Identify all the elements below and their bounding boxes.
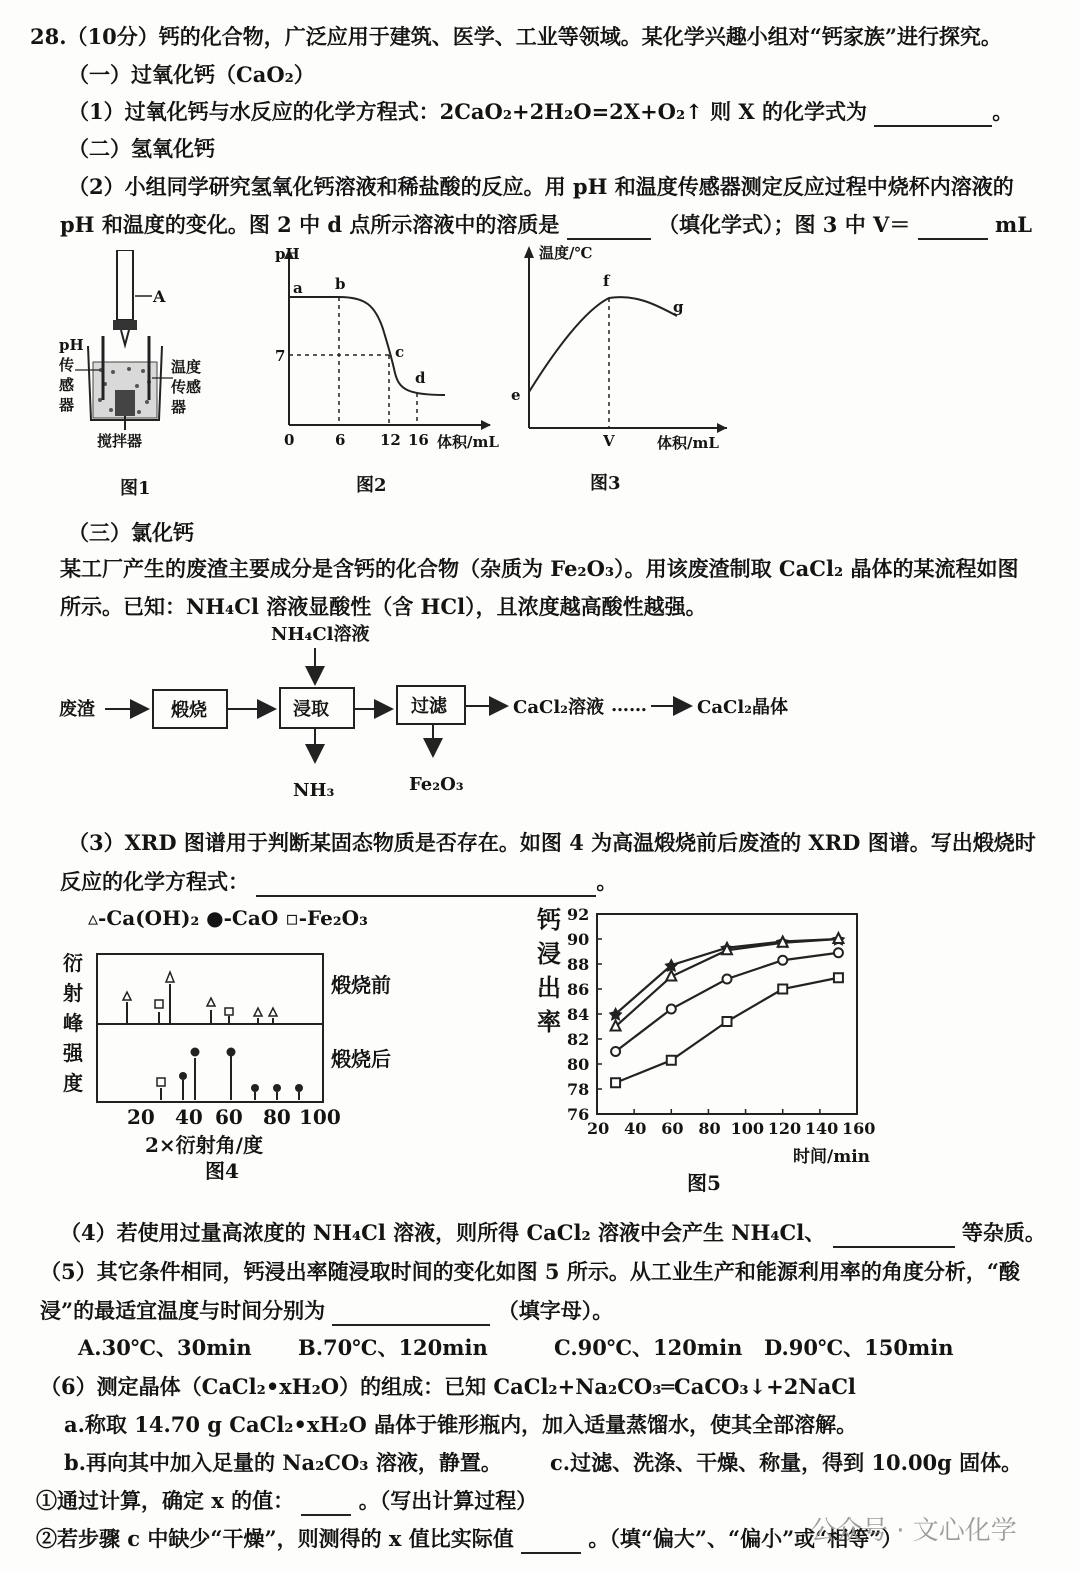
- fig5-caption: 图5: [687, 1171, 721, 1195]
- flow-step-leach-label: 浸取: [293, 699, 329, 720]
- figure-2-ph-curve: [255, 245, 505, 460]
- label-temp-3: 器: [171, 398, 187, 416]
- fig5-xtick-label: 120: [767, 1119, 802, 1138]
- fig5-ylabel: [537, 905, 561, 1036]
- fig5-xtick-label: 40: [624, 1119, 647, 1138]
- fig5-ytick-label: 84: [567, 1005, 590, 1024]
- fig3-ylabel: 温度/℃: [539, 244, 593, 262]
- process-flow-diagram: [55, 620, 815, 810]
- q4-line: [60, 1218, 1046, 1248]
- fig4-xtick-40: 40: [175, 1105, 203, 1129]
- fig5-xtick-label: 140: [804, 1119, 839, 1138]
- figure-3-temp-curve: [505, 240, 735, 460]
- fig4-ylabel-5: 度: [63, 1071, 83, 1095]
- flow-end-cacl2-crystal: CaCl₂晶体: [697, 697, 789, 718]
- fig5-ytick-label: 86: [567, 980, 590, 999]
- fig5-ytick-label: 80: [567, 1055, 590, 1074]
- part3-title: （三）氯化钙: [68, 520, 194, 545]
- q2-solute-blank[interactable]: [567, 216, 651, 240]
- fig2-xtick-0: 0: [284, 431, 295, 449]
- q6-sub1-text-b: 。（写出计算过程）: [358, 1488, 538, 1513]
- fig5-xtick-label: 80: [698, 1119, 721, 1138]
- q2-line1: （2）小组同学研究氢氧化钙溶液和稀盐酸的反应。用 pH 和温度传感器测定反应过程中烧杯内溶液的: [68, 174, 1014, 199]
- fig3-xtick-v: V: [603, 432, 615, 450]
- fig2-point-b: b: [335, 275, 346, 293]
- fig5-ytick-label: 92: [567, 905, 590, 924]
- q1-answer-blank[interactable]: [874, 103, 992, 127]
- q5-option-d[interactable]: D.90℃、150min: [764, 1335, 954, 1360]
- q3-equation-blank[interactable]: [256, 873, 596, 897]
- q6-step-b: b.再向其中加入足量的 Na₂CO₃ 溶液，静置。: [64, 1450, 502, 1475]
- fig5-point-circle: [723, 975, 732, 984]
- fig2-ylabel: pH: [275, 245, 300, 263]
- label-temp-2: 传感: [171, 378, 202, 396]
- q6-sub2-text-a: ②若步骤 c 中缺少“干燥”，则测得的 x 值比实际值: [36, 1526, 514, 1551]
- fig2-xlabel: 体积/mL: [437, 433, 499, 451]
- fig5-point-triangle: [778, 937, 788, 947]
- fig5-ytick-label: 76: [567, 1105, 590, 1124]
- q6-title: （6）测定晶体（CaCl₂•xH₂O）的组成：已知 CaCl₂+Na₂CO₃═CaCO₃↓+2NaCl: [40, 1374, 856, 1399]
- fig4-xtick-60: 60: [215, 1105, 243, 1129]
- fig3-point-e: e: [511, 386, 521, 404]
- fig4-ylabel-4: 强: [63, 1041, 83, 1065]
- fig4-legend: ▵-Ca(OH)₂ ●-CaO ▫-Fe₂O₃: [88, 906, 368, 930]
- fig5-ytick-label: 90: [567, 930, 590, 949]
- q5-option-c[interactable]: C.90℃、120min: [554, 1335, 743, 1360]
- fig3-point-f: f: [603, 272, 610, 290]
- label-ph-2: 传: [59, 356, 75, 374]
- fig4-ylabel-2: 射: [63, 981, 83, 1005]
- figure-5-leach-rate-chart: [525, 900, 885, 1200]
- q2-text-b: （填化学式）；图 3 中 V＝: [658, 212, 911, 237]
- fig5-point-circle: [834, 948, 843, 957]
- q5-line1: （5）其它条件相同，钙浸出率随浸取时间的变化如图 5 所示。从工业生产和能源利用率的角度分析，“酸: [40, 1259, 1020, 1284]
- q1-line: [68, 97, 1013, 127]
- fig5-xtick-label: 100: [730, 1119, 764, 1138]
- label-temp-1: 温度: [171, 358, 202, 376]
- label-stirrer: 搅拌器: [97, 432, 143, 450]
- q6-compare-blank[interactable]: [521, 1530, 581, 1554]
- part2-title: （二）氢氧化钙: [68, 136, 215, 161]
- fig4-caption: 图4: [205, 1159, 239, 1180]
- q3-end: 。: [596, 869, 618, 894]
- fig5-ylabel-4: 率: [537, 1007, 561, 1036]
- q2-line2: [60, 210, 1032, 240]
- fig2-point-d: d: [415, 369, 426, 387]
- fig5-point-square: [667, 1056, 676, 1065]
- fig4-xtick-80: 80: [263, 1105, 291, 1129]
- fig5-point-circle: [778, 956, 787, 965]
- label-ph-3: 感: [59, 376, 75, 394]
- q5-line2: [40, 1296, 613, 1326]
- q5-text-b: （填字母）。: [497, 1298, 614, 1323]
- q6-sub2: [36, 1524, 902, 1554]
- fig2-ytick-7: 7: [275, 347, 286, 365]
- fig5-point-circle: [667, 1005, 676, 1014]
- figure-4-xrd: [55, 940, 435, 1180]
- q3-line2: [60, 867, 617, 897]
- fig5-point-triangle: [833, 933, 843, 943]
- flow-start: 废渣: [59, 699, 95, 720]
- flow-dots: ……: [611, 695, 647, 716]
- q1-text: （1）过氧化钙与水反应的化学方程式：2CaO₂+2H₂O=2X+O₂↑ 则 X 的化学式为: [68, 99, 867, 124]
- fig4-label-before: 煅烧前: [331, 973, 391, 997]
- fig5-point-circle: [611, 1047, 620, 1056]
- fig4-label-after: 煅烧后: [331, 1047, 391, 1071]
- figure-1-caption: 图1: [120, 478, 151, 499]
- fig4-ylabel-3: 峰: [63, 1011, 83, 1035]
- fig5-ytick-label: 78: [567, 1080, 590, 1099]
- q2-text-c: mL: [994, 212, 1032, 237]
- fig4-ylabel-1: 衍: [63, 951, 83, 975]
- burette: [117, 250, 133, 320]
- figure-3-caption: 图3: [590, 473, 621, 494]
- flow-step-calcine-label: 煅烧: [171, 700, 207, 721]
- fig4-xtick-20: 20: [127, 1105, 155, 1129]
- fig5-ytick-label: 82: [567, 1030, 590, 1049]
- flow-input-nh4cl: NH₄Cl溶液: [271, 624, 370, 645]
- q6-sub1-text-a: ①通过计算，确定 x 的值：: [36, 1488, 295, 1513]
- question-head: 28.（10分）钙的化合物，广泛应用于建筑、医学、工业等领域。某化学兴趣小组对“钙家族”进行探究。: [30, 24, 1002, 49]
- flow-step-filter-label: 过滤: [411, 696, 447, 717]
- fig2-xtick-12: 12: [380, 431, 401, 449]
- figure-2-caption: 图2: [356, 475, 387, 496]
- fig5-ylabel-1: 钙: [537, 905, 561, 934]
- fig4-before-peaks: [127, 984, 273, 1024]
- flow-mid-cacl2-solution: CaCl₂溶液: [513, 697, 605, 718]
- fig5-series-line-square: [616, 978, 839, 1083]
- figure-1-apparatus: [55, 250, 235, 500]
- fig5-series-line-circle: [616, 953, 839, 1052]
- burette-valve: [113, 320, 137, 330]
- fig3-xlabel: 体积/mL: [657, 434, 719, 452]
- fig4-xtick-100: 100: [299, 1105, 341, 1129]
- q3-line1: （3）XRD 图谱用于判断某固态物质是否存在。如图 4 为高温煅烧前后废渣的 XRD 图谱。写出煅烧时: [68, 830, 1036, 855]
- part1-title: （一）过氧化钙（CaO₂）: [68, 62, 315, 87]
- fig5-point-square: [834, 973, 843, 982]
- q4-text-b: 等杂质。: [961, 1220, 1046, 1245]
- fig3-point-g: g: [673, 298, 684, 316]
- fig2-xtick-6: 6: [335, 431, 346, 449]
- q5-answer-blank[interactable]: [332, 1302, 490, 1326]
- flow-out-nh3: NH₃: [293, 780, 335, 801]
- q6-step-c: c.过滤、洗涤、干燥、称量，得到 10.00g 固体。: [550, 1450, 1023, 1475]
- q2-volume-blank[interactable]: [918, 216, 988, 240]
- label-ph-1: pH: [59, 336, 84, 354]
- fig5-xtick-label: 160: [842, 1119, 876, 1138]
- fig5-point-square: [778, 985, 787, 994]
- p3-line2: 所示。已知：NH₄Cl 溶液显酸性（含 HCl），且浓度越高酸性越强。: [60, 594, 707, 619]
- fig5-ytick-label: 88: [567, 955, 590, 974]
- q4-text-a: （4）若使用过量高浓度的 NH₄Cl 溶液，则所得 CaCl₂ 溶液中会产生 NH₄Cl、: [60, 1220, 826, 1245]
- q1-end: 。: [992, 99, 1014, 124]
- q2-text-a: pH 和温度的变化。图 2 中 d 点所示溶液中的溶质是: [60, 212, 560, 237]
- q6-step-a: a.称取 14.70 g CaCl₂•xH₂O 晶体于锥形瓶内，加入适量蒸馏水，使其全部溶解。: [64, 1412, 858, 1437]
- fig5-xtick-label: 20: [587, 1119, 610, 1138]
- flow-out-fe2o3: Fe₂O₃: [409, 774, 464, 795]
- q4-impurity-blank[interactable]: [833, 1224, 955, 1248]
- label-ph-4: 器: [59, 396, 75, 414]
- q5-option-a[interactable]: A.30℃、30min: [78, 1335, 252, 1360]
- fig4-frame: [97, 954, 323, 1102]
- q6-x-value-blank[interactable]: [301, 1492, 351, 1516]
- fig2-point-c: c: [395, 343, 405, 361]
- fig5-point-square: [611, 1078, 620, 1087]
- fig5-xlabel: 时间/min: [793, 1147, 871, 1167]
- fig5-point-square: [723, 1017, 732, 1026]
- q3-text: 反应的化学方程式：: [60, 869, 249, 894]
- q5-text-a: 浸”的最适宜温度与时间分别为: [40, 1298, 326, 1323]
- p3-line1: 某工厂产生的废渣主要成分是含钙的化合物（杂质为 Fe₂O₃）。用该废渣制取 CaCl₂ 晶体的某流程如图: [60, 556, 1019, 581]
- fig5-ylabel-3: 出: [537, 973, 561, 1002]
- fig4-xlabel: 2×衍射角/度: [145, 1133, 263, 1157]
- q6-sub2-text-b: 。（填“偏大”、“偏小”或“相等”）: [588, 1526, 903, 1551]
- label-a: A: [153, 287, 166, 306]
- fig2-xtick-16: 16: [408, 431, 429, 449]
- fig5-point-triangle: [666, 971, 676, 981]
- fig3-curve: [529, 297, 677, 392]
- q6-sub1: [36, 1486, 537, 1516]
- stirrer: [115, 390, 135, 416]
- q5-option-b[interactable]: B.70℃、120min: [298, 1335, 488, 1360]
- fig2-point-a: a: [293, 279, 303, 297]
- fig5-ylabel-2: 浸: [537, 939, 561, 968]
- watermark: 公众号 · 文心化学: [810, 1516, 1017, 1546]
- fig5-xtick-label: 60: [661, 1119, 684, 1138]
